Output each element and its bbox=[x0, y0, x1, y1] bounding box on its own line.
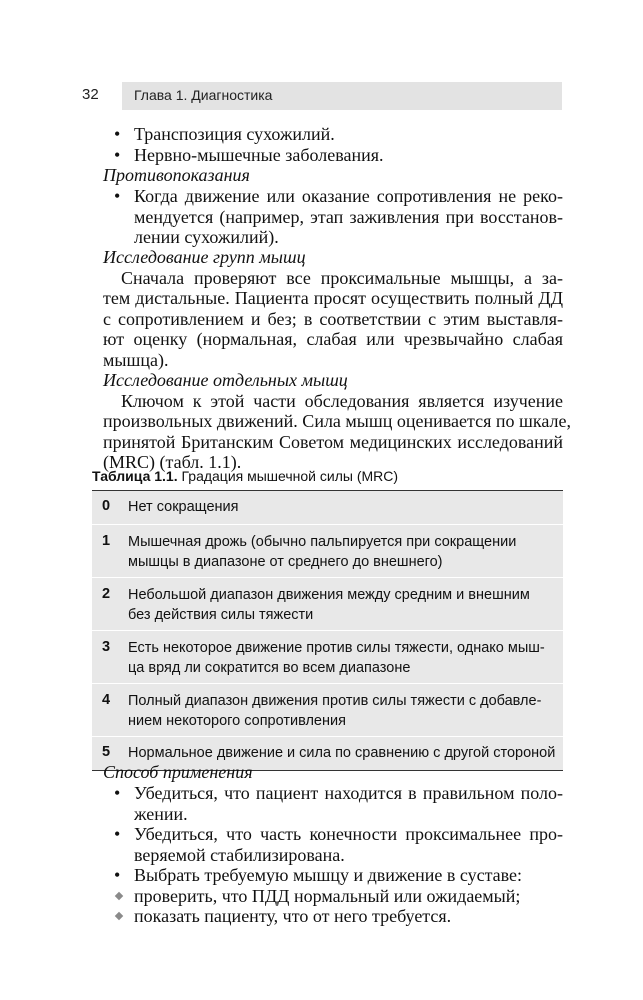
list-item: • Нервно-мышечные заболевания. bbox=[114, 144, 384, 165]
bullet-icon: • bbox=[114, 783, 121, 803]
sub-list-item: проверить, что ПДД нормальный или ожидаемый; bbox=[110, 886, 563, 907]
bullet-icon: • bbox=[114, 865, 121, 885]
diamond-bullet-icon bbox=[115, 891, 123, 899]
description-cell: Мышечная дрожь (обычно пальпируется при сокращении мышцы в диапазоне от среднего до внешнего) bbox=[128, 534, 517, 570]
page-number: 32 bbox=[82, 86, 99, 103]
list-item: • Транспозиция сухожилий. bbox=[114, 124, 335, 144]
list-item: • Убедиться, что пациент находится в правильном поло- жении. bbox=[114, 783, 563, 824]
chapter-header-bar bbox=[122, 82, 562, 110]
paragraph-line: с сопротивлением и без; в соответствии с этим выставля- bbox=[103, 308, 563, 329]
section-heading: Исследование групп мышц bbox=[103, 247, 306, 267]
list-item: • Убедиться, что часть конечности проксимальнее про- веряемой стабилизирована. bbox=[114, 824, 563, 865]
description-cell: Нет сокращения bbox=[128, 499, 239, 515]
group-exam-section bbox=[103, 247, 563, 370]
grade-cell: 0 bbox=[101, 498, 111, 514]
paragraph-line: мышца). bbox=[103, 349, 169, 370]
individual-exam-section bbox=[103, 370, 571, 473]
top-bullet-list bbox=[110, 124, 563, 165]
application-section bbox=[103, 762, 563, 783]
paragraph-line: Ключом к этой части обследования является изучение bbox=[121, 390, 563, 411]
table-row bbox=[92, 631, 563, 684]
chapter-title: Глава 1. Диагностика bbox=[134, 87, 273, 103]
description-cell: Есть некоторое движение против силы тяжести, однако мыш- ца вряд ли сократится во всем диапазоне bbox=[128, 640, 545, 676]
grade-cell: 5 bbox=[101, 744, 111, 760]
list-item: • Выбрать требуемую мышцу и движение в суставе: bbox=[114, 865, 523, 885]
list-item: • Когда движение или оказание сопротивления не реко- мендуется (например, этап заживления при восстанов- лении сухожилий). bbox=[114, 186, 563, 247]
grade-cell: 4 bbox=[101, 692, 111, 708]
contraindications-list bbox=[110, 186, 563, 248]
table-row bbox=[92, 684, 563, 737]
paragraph-line: тем дистальные. Пациента просят осуществить полный ДД bbox=[103, 288, 563, 308]
paragraph-line: ют оценку (нормальная, слабая или чрезвычайно слабая bbox=[103, 329, 563, 349]
section-heading: Исследование отдельных мышц bbox=[103, 370, 348, 390]
table-caption-label: Таблица 1.1. bbox=[92, 468, 178, 484]
table-caption bbox=[92, 468, 398, 484]
contraindications-section bbox=[103, 165, 563, 186]
mrc-table bbox=[92, 490, 563, 771]
description-cell: Нормальное движение и сила по сравнению с другой стороной bbox=[128, 745, 556, 761]
bullet-icon: • bbox=[114, 824, 121, 844]
paragraph-line: (MRC) (табл. 1.1). bbox=[103, 452, 242, 472]
grade-cell: 1 bbox=[101, 533, 111, 549]
bullet-icon: • bbox=[114, 186, 121, 206]
table-row bbox=[92, 578, 563, 631]
description-cell: Полный диапазон движения против силы тяжести с добавле- нием некоторого сопротивления bbox=[128, 693, 542, 729]
section-heading: Противопоказания bbox=[103, 165, 250, 185]
paragraph-line: принятой Британским Советом медицинских исследований bbox=[103, 431, 563, 452]
diamond-bullet-icon bbox=[115, 912, 123, 920]
grade-cell: 2 bbox=[101, 586, 111, 602]
table-row bbox=[92, 491, 563, 525]
table-row bbox=[92, 525, 563, 578]
grade-cell: 3 bbox=[101, 639, 111, 655]
paragraph-line: Сначала проверяют все проксимальные мышцы, а за- bbox=[121, 267, 563, 288]
section-heading: Способ применения bbox=[103, 762, 253, 782]
application-list bbox=[110, 783, 563, 927]
description-cell: Небольшой диапазон движения между средним и внешним без действия силы тяжести bbox=[128, 587, 530, 623]
bullet-icon: • bbox=[114, 144, 121, 165]
running-header bbox=[82, 82, 562, 110]
table-caption-text: Градация мышечной силы (MRC) bbox=[181, 468, 399, 484]
sub-list-item: показать пациенту, что от него требуется. bbox=[110, 906, 563, 927]
bullet-icon: • bbox=[114, 124, 121, 144]
paragraph-line: произвольных движений. Сила мышц оценивается по шкале, bbox=[103, 411, 571, 431]
